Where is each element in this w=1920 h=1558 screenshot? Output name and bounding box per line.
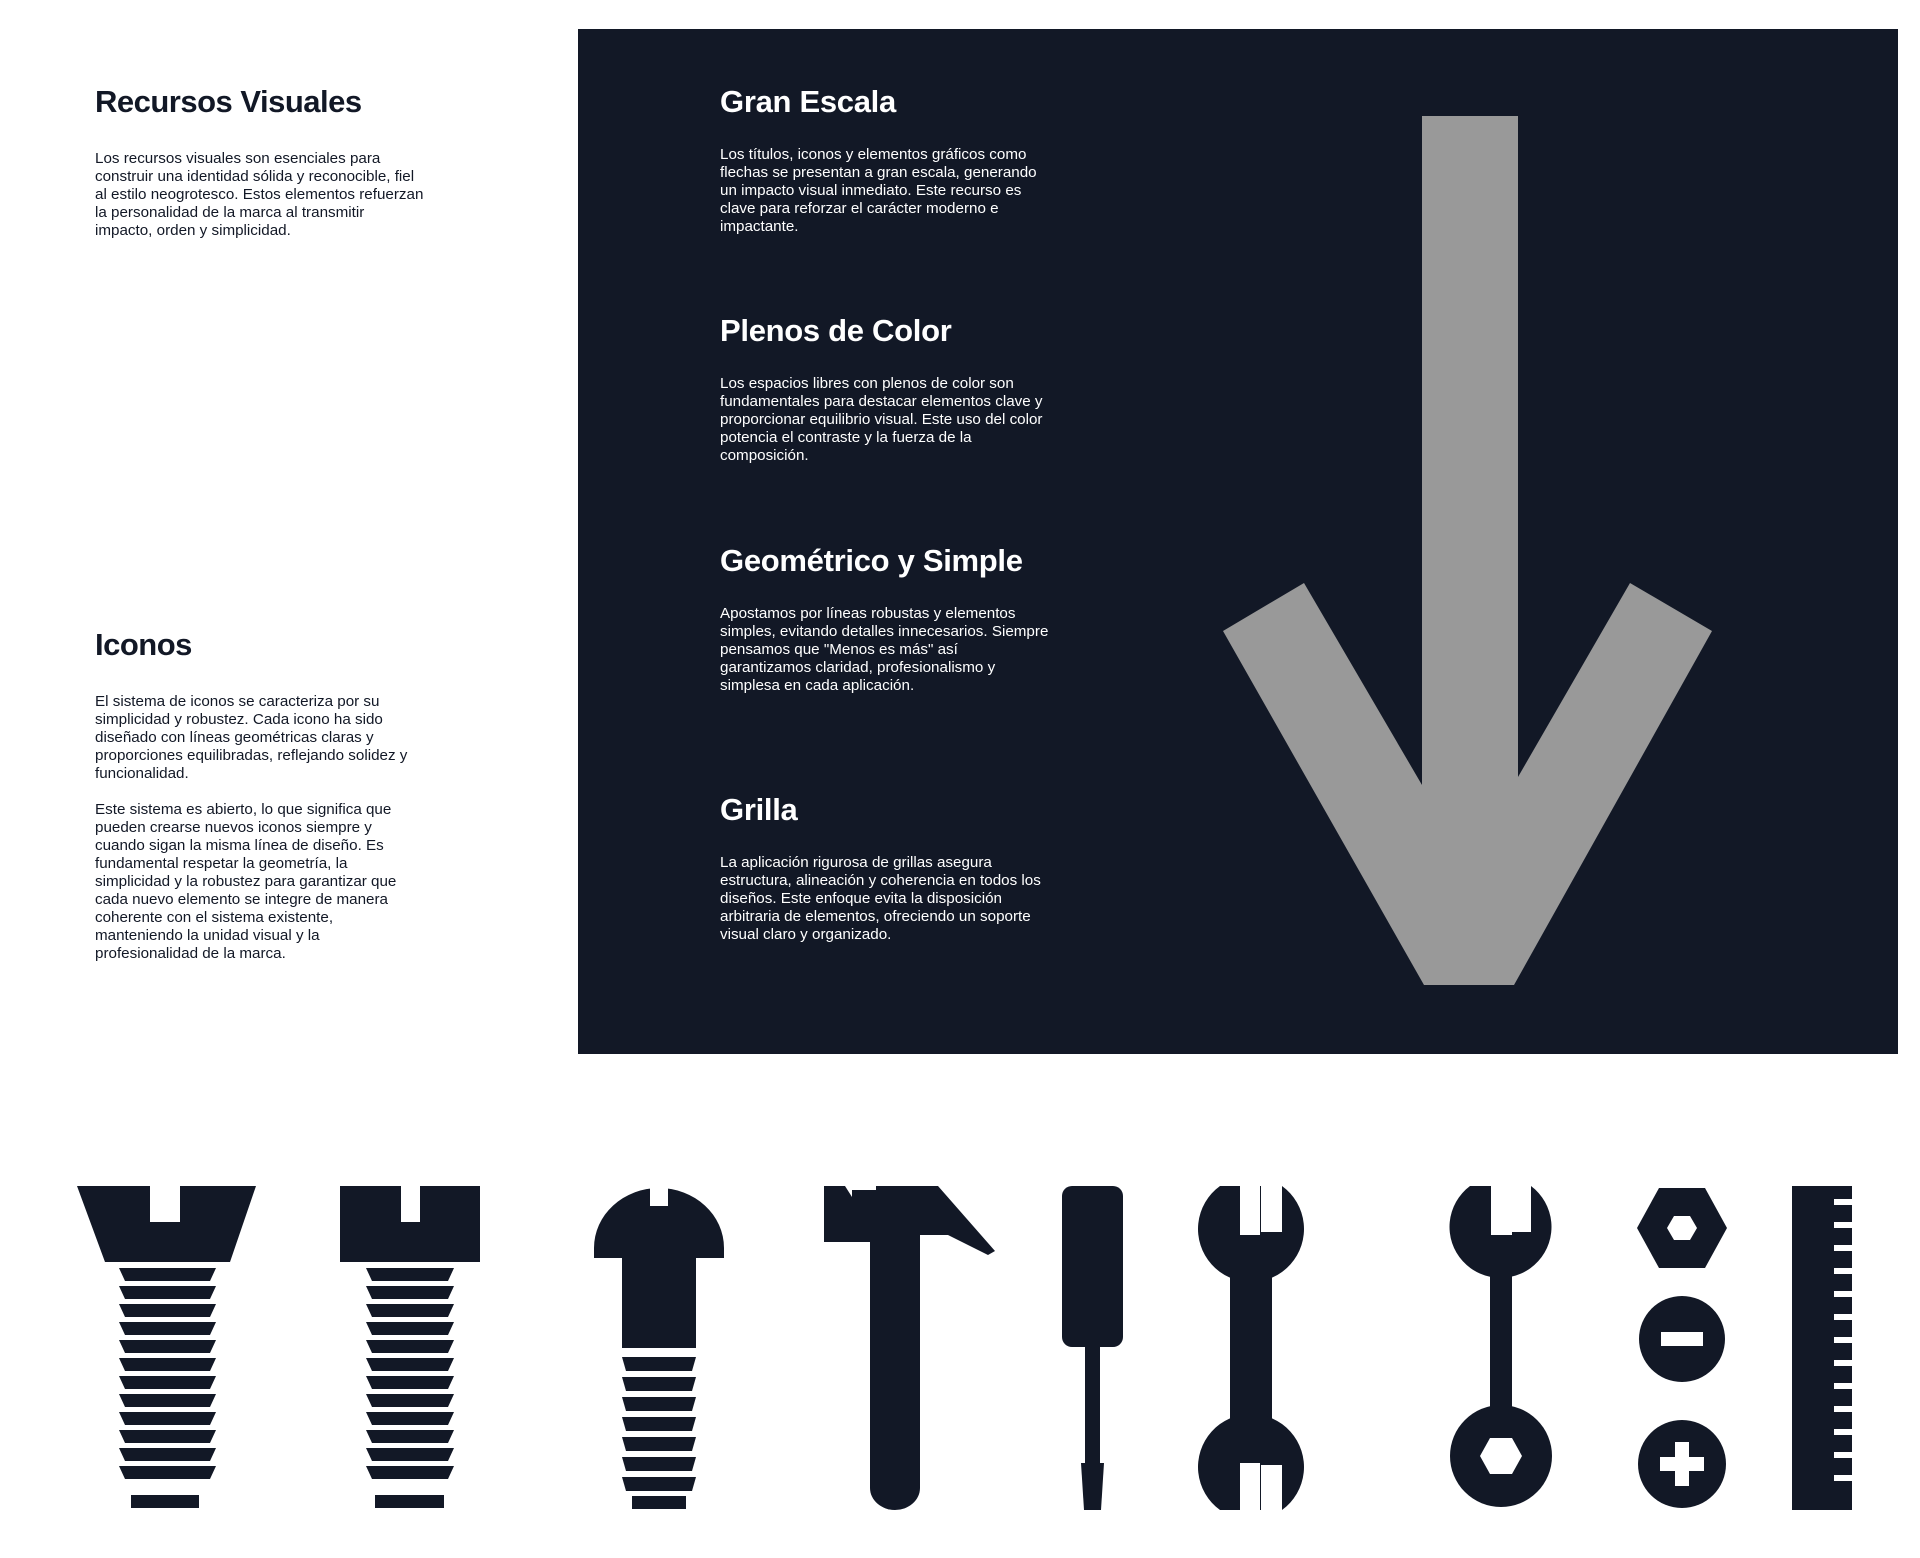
feature-text: Apostamos por líneas robustas y elementos simples, evitando detalles innecesarios. Siempre pensamos que "Menos es más" así garantizamos claridad, profesionalismo y simplesa en cada aplicación. bbox=[720, 605, 1049, 694]
section-description: Los recursos visuales son esenciales para construir una identidad sólida y reconocible, fiel al estilo neogrotesco. Estos elementos refuerzan la personalidad de la marca al transmitir impacto, orden y simplicidad. bbox=[95, 150, 424, 239]
section-description: El sistema de iconos se caracteriza por su simplicidad y robustez. Cada icono ha sido diseñado con líneas geométricas claras y proporciones equilibradas, reflejando solidez y funcionalidad. bbox=[95, 693, 408, 782]
section-title: Recursos Visuales bbox=[95, 84, 362, 119]
plus-slot-icon bbox=[1638, 1420, 1726, 1508]
feature-text: Los espacios libres con plenos de color son fundamentales para destacar elementos clave y proporcionar equilibrio visual. Este uso del color potencia el contraste y la fuerza de la composición. bbox=[720, 375, 1043, 464]
feature-title: Grilla bbox=[720, 792, 798, 827]
feature-title: Geométrico y Simple bbox=[720, 543, 1023, 578]
round-head-screw-icon bbox=[594, 1180, 724, 1509]
minus-slot-icon bbox=[1639, 1296, 1725, 1382]
section-description: Este sistema es abierto, lo que significa que pueden crearse nuevos iconos siempre y cuando sigan la misma línea de diseño. Es fundamental respetar la geometría, la simplicidad y la robustez para garantizar que cada nuevo elemento se integre de manera coherente con el sistema existente, manteniendo la unidad visual y la profesionalidad de la marca. bbox=[95, 801, 397, 962]
feature-title: Gran Escala bbox=[720, 84, 896, 119]
feature-title: Plenos de Color bbox=[720, 313, 952, 348]
open-end-wrench-icon bbox=[1198, 1180, 1304, 1515]
screwdriver-icon bbox=[1062, 1186, 1123, 1510]
feature-text: Los títulos, iconos y elementos gráficos como flechas se presentan a gran escala, generando un impacto visual inmediato. Este recurso es clave para reforzar el carácter moderno e impactante. bbox=[720, 146, 1037, 235]
flat-head-screw-icon bbox=[77, 1186, 256, 1508]
combination-wrench-icon bbox=[1450, 1180, 1552, 1507]
feature-text: La aplicación rigurosa de grillas asegura estructura, alineación y coherencia en todos los diseños. Este enfoque evita la disposición arbitraria de elementos, ofreciendo un soporte visual claro y organizado. bbox=[720, 854, 1041, 943]
square-head-screw-icon bbox=[340, 1186, 480, 1508]
hammer-icon bbox=[824, 1186, 995, 1510]
section-title: Iconos bbox=[95, 627, 192, 662]
ruler-icon bbox=[1792, 1186, 1852, 1510]
hex-nut-icon bbox=[1637, 1188, 1727, 1268]
